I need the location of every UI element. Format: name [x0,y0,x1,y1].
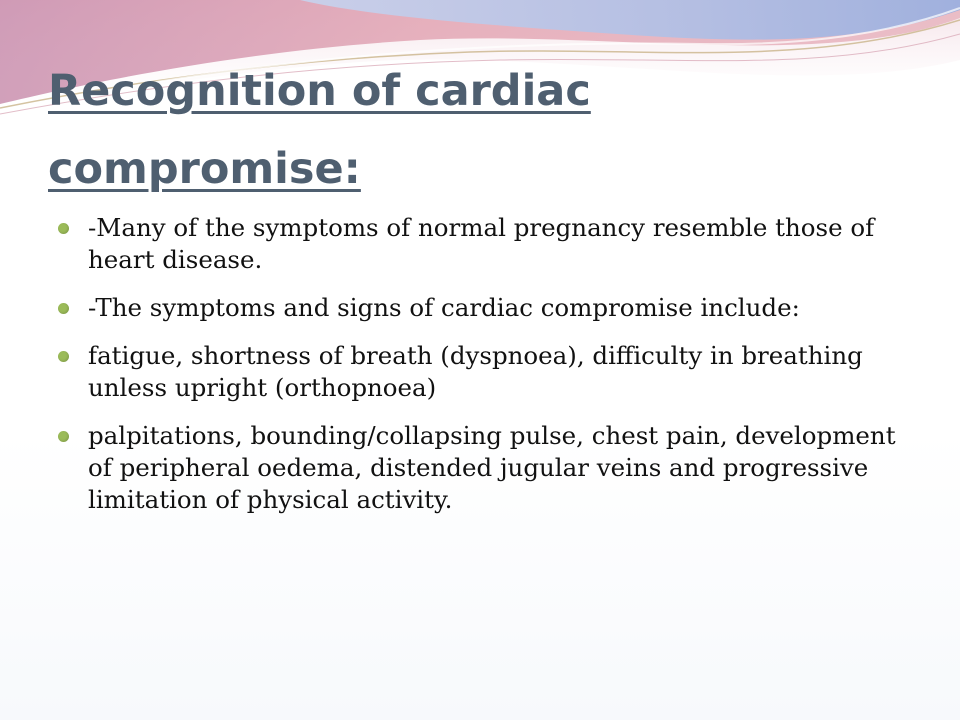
bullet-item [58,292,918,324]
bullet-text: -Many of the symptoms of normal pregnancy resemble those of heart disease. [88,213,875,274]
bullet-marker-icon [58,303,69,314]
bullet-text: palpitations, bounding/collapsing pulse, chest pain, development of peripheral oedema, distended jugular veins and progressive limitation of physical activity. [88,421,896,514]
bullet-list [58,212,918,532]
bullet-text: fatigue, shortness of breath (dyspnoea), difficulty in breathing unless upright (orthopnoea) [88,341,863,402]
bullet-item [58,212,918,276]
bullet-item [58,420,918,516]
bullet-text: -The symptoms and signs of cardiac compromise include: [88,293,800,322]
bullet-marker-icon [58,351,69,362]
slide-title: Recognition of cardiac compromise: [48,66,591,194]
bullet-item [58,340,918,404]
bullet-marker-icon [58,223,69,234]
bullet-marker-icon [58,431,69,442]
